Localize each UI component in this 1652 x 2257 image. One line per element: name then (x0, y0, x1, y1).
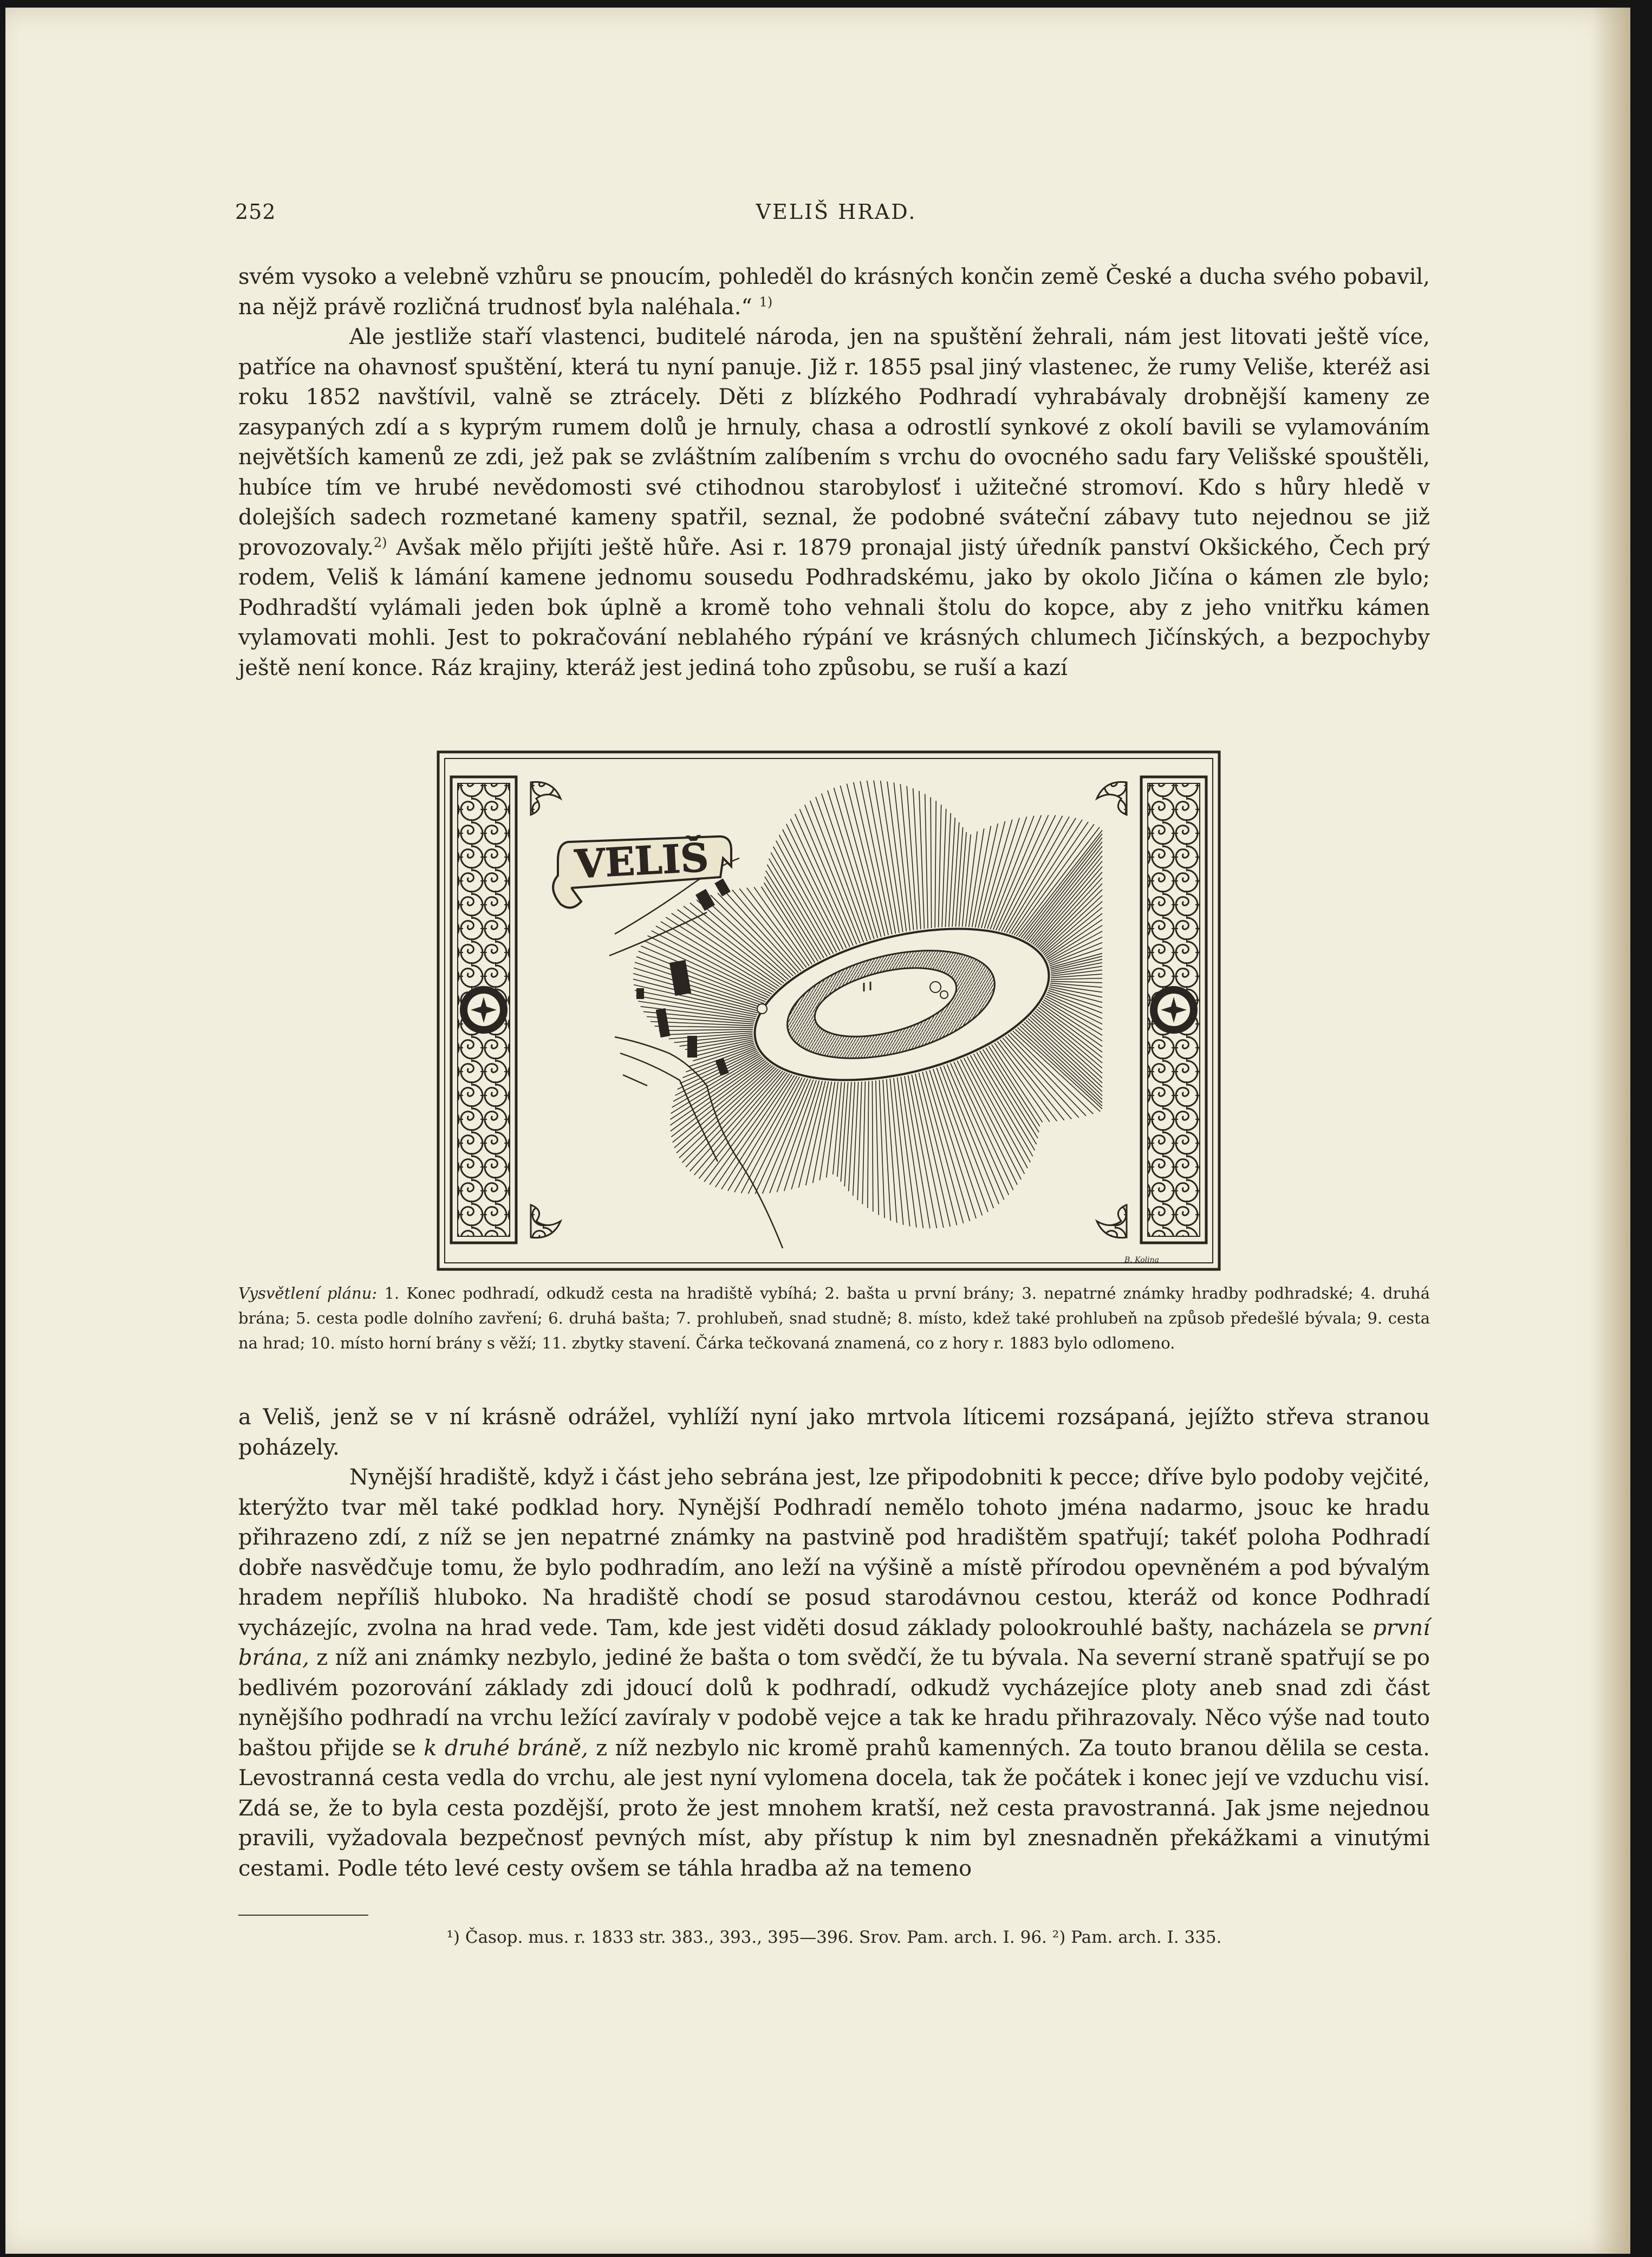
hachure-stroke (951, 1063, 1009, 1195)
hachure-stroke (1050, 983, 1102, 988)
footnote-rule (238, 1915, 368, 1916)
hachure-stroke (728, 1076, 797, 1191)
paragraph: a Veliš, jenž se v ní krásně odrážel, vyhlíží nyní jako mrtvola líticemi rozsápaná, jejížto střeva stranou poházely. (238, 1405, 1430, 1460)
hachure-stroke (955, 827, 962, 927)
hachure-stroke (972, 826, 991, 928)
hachure-stroke (1044, 998, 1102, 1030)
hachure-stroke (1008, 1035, 1086, 1116)
hachure-stroke (732, 890, 801, 971)
hachure-stroke (659, 1029, 753, 1030)
paragraph: svém vysoko a velebně vzhůru se pnoucím, pohleděl do krásných končin země České a ducha svého pobavil, na nějž právě rozličná trudnosť byla naléhala.“ $^{1)}$ (238, 264, 1430, 320)
hachure-stroke (901, 1076, 923, 1228)
hachure-stroke (857, 1082, 862, 1201)
body-text-bottom (238, 1403, 1430, 1884)
hachure-stroke (915, 1074, 951, 1227)
hachure-stroke (1046, 919, 1102, 958)
hachure-stroke (767, 865, 824, 958)
hachure-stroke (1004, 816, 1069, 932)
hachure-stroke (1015, 1029, 1102, 1109)
hachure-stroke (997, 1041, 1057, 1121)
hachure-stroke (939, 805, 941, 928)
paragraph: Ale jestliže staří vlastenci, buditelé národa, jen na spuštění žehrali, nám jest litovati ještě více, patříce na ohavnosť spuštění, která tu nyní panuje. Již r. 1855 psal jiný vlastenec, že rumy Veliše, kteréž asi roku 1852 navštívil, valně se ztrácely. Děti z blízkého Podhradí vyhrabávaly drobnější kameny ze zasypaných zdí a s kyprým rumem dolů je hrnuly, chasa a odrostlí synkové z okolí bavili se vylamováním největších kamenů ze zdi, jež pak se zvláštním zalíbením s vrchu do ovocného sadu fary Velišské spouštěli, hubíce tím ve hrubé nevědomosti své ctihodnou starobylosť i užitečné stromoví. Kdo s hůry hledě v dolejších sadech rozmetané kameny spatřil, seznal, že podobné sváteční zábavy tuto nejednou se již provozovaly.$^{2)}$ Avšak mělo přijíti ještě hůře. Asi r. 1879 pronajal jistý úředník panství Okšického, Čech prý rodem, Veliš k lámání kamene jednomu sousedu Podhradskému, jako by okolo Jičína o kámen zle bylo; Podhradští vylámali jeden bok úplně a kromě toho vehnali štolu do kopce, aby z jeho vnitřku kámen vylamovati mohli. Jest to pokračování neblahého rýpání ve krásných chlumech Jičínských, a bezpochyby ještě není konce. Ráz krajiny, kteráž jest jediná toho způsobu, se ruší a kazí (238, 325, 1430, 680)
hachure-stroke (908, 1075, 937, 1228)
hachure-stroke (862, 1081, 865, 1204)
footnote-ref: 1) (759, 294, 773, 310)
hachure-stroke (922, 1072, 964, 1224)
running-header (235, 200, 1438, 232)
hachure-stroke (872, 1081, 873, 1212)
hachure-stroke (777, 1080, 816, 1192)
caption-lead: Vysvětlení plánu: (238, 1284, 378, 1302)
hachure-stroke (876, 1080, 879, 1215)
castle-plan-figure (436, 750, 1221, 1272)
footnote-ref: 2) (373, 535, 387, 550)
hachure-stroke (975, 823, 998, 928)
hachure-stroke (769, 859, 827, 957)
hachure-stroke (837, 1082, 845, 1177)
hachure-stroke (806, 1081, 829, 1185)
body-text-top (238, 262, 1430, 683)
hachure-stroke (1003, 1038, 1071, 1119)
hachure-stroke (813, 1082, 832, 1183)
hachure-stroke (854, 782, 889, 935)
page-edge-shadow (1592, 8, 1630, 2254)
hachure-stroke (844, 1082, 851, 1186)
hachure-stroke (986, 1048, 1039, 1132)
hachure-stroke (905, 1076, 930, 1228)
hachure-stroke (641, 946, 767, 1000)
hachure-stroke (926, 1071, 970, 1221)
hachure-stroke (887, 781, 906, 931)
banner-title: VELIŠ (574, 834, 710, 887)
hachure-stroke (810, 801, 864, 942)
hachure-stroke (874, 781, 899, 933)
hachure-stroke (1023, 838, 1102, 939)
hachure-stroke (1051, 974, 1102, 978)
hachure-stroke (1049, 937, 1102, 962)
hachure-stroke (765, 877, 818, 961)
hachure-stroke (940, 1067, 994, 1208)
hachure-stroke (925, 794, 928, 928)
hachure-stroke (868, 1081, 869, 1208)
hachure-stroke (1048, 990, 1102, 1008)
hachure-stroke (1051, 978, 1102, 980)
hachure-stroke (933, 1069, 983, 1215)
hachure-stroke (795, 814, 854, 945)
hachure-stroke (1029, 851, 1102, 942)
engraver-signature: B. Kolina (1124, 1256, 1159, 1264)
hachure-stroke (834, 788, 878, 938)
hachure-stroke (959, 832, 967, 927)
right-ornament-column (1141, 777, 1206, 1243)
hachure-stroke (725, 891, 798, 972)
footnote: ¹) Časop. mus. r. 1833 str. 383., 393., 395—396. Srov. Pam. arch. I. 96. ²) Pam. arch. I. 335. (446, 1928, 1222, 1947)
left-ornament-column (451, 777, 516, 1243)
hachure-stroke (1051, 981, 1102, 983)
hachure-stroke (897, 1078, 916, 1228)
hachure-stroke (822, 794, 871, 940)
caption-text: 1. Konec podhradí, odkudž cesta na hradiště vybíhá; 2. bašta u první brány; 3. nepatrné známky hradby podhradské; 4. druhá brána; 5. cesta podle dolního zavření; 6. druhá bašta; 7. prohlubeň, snad studně; 8. místo, kdež také prohlubeň na způsob předešlé bývala; 9. cesta na hrad; 10. místo horní brány s věží; 11. zbytky stavení. Čárka tečkovaná znamená, co z hory r. 1883 bylo odlomeno. (238, 1284, 1430, 1352)
page-number: 252 (235, 200, 276, 224)
hachure-stroke (881, 781, 903, 932)
hachure-stroke (935, 801, 936, 928)
paragraph: Nynější hradiště, když i část jeho sebrána jest, lze připodobniti k pecce; dříve bylo podoby vejčité, kterýžto tvar měl také podklad hory. Nynější Podhradí nemělo tohoto jména nadarmo, jsouc ke hradu přihrazeno zdí, z níž se jen nepatrné známky na pastvině pod hradištěm spatřují; takéť poloha Podhradí dobře nasvědčuje tomu, že bylo podhradím, ano leží na výšině a místě přírodou opevněném a pod bývalým hradem nepříliš hluboko. Na hradiště chodí se posud starodávnou cestou, kteráž od konce Podhradí vycházejíc, zvolna na hrad vede. Tam, kde jest viděti dosud základy polookrouhlé bašty, nacházela se první brána, z níž ani známky nezbylo, jediné že bašta o tom svědčí, že tu bývala. Na severní straně spatřují se po bedlivém pozorování základy zdi jdoucí dolů k podhradí, odkudž vycházejíce ploty aneb snad zdi část nynějšího podhradí na vrchu ležící zavíraly v podobě vejce a tak ke hradu přihrazovaly. Něco výše nad touto baštou přijde se k druhé bráně, z níž nezbylo nic kromě prahů kamenných. Za touto branou dělila se cesta. Levostranná cesta vedla do vrchu, ale jest nyní vylomena docela, tak že počátek i konec její ve vzduchu visí. Zdá se, že to byla cesta pozdější, proto že jest mnohem kratší, než cesta pravostranná. Jak jsme nejednou pravili, vyžadovala bezpečnosť pevných míst, aby přístup k nim byl znesnadněn překážkami a vinutými cestami. Podle této levé cesty ovšem se táhla hradba až na temeno (238, 1465, 1430, 1881)
hachure-stroke (952, 822, 959, 927)
hachure-stroke (634, 968, 762, 1008)
hachure-stroke (987, 817, 1027, 929)
hachure-stroke (1026, 1020, 1102, 1092)
hachure-stroke (840, 786, 881, 937)
hachure-stroke (655, 1026, 753, 1028)
hachure-stroke (962, 834, 971, 927)
hachure-stroke (833, 1082, 842, 1175)
hachure-stroke (980, 1051, 1037, 1145)
hachure-stroke (664, 1031, 752, 1035)
hachure-stroke (1013, 1031, 1100, 1112)
hachure-stroke (747, 888, 807, 968)
hachure-stroke (977, 1052, 1035, 1150)
book-page (5, 8, 1630, 2254)
hachure-stroke (697, 1041, 754, 1055)
hachure-stroke (686, 1069, 778, 1167)
hachure-stroke (867, 781, 896, 933)
hachure-stroke (671, 1056, 762, 1113)
hachure-stroke (841, 1082, 848, 1182)
figure-caption (238, 1281, 1430, 1356)
hachure-stroke (942, 809, 946, 928)
running-title: VELIŠ HRAD. (756, 200, 917, 224)
